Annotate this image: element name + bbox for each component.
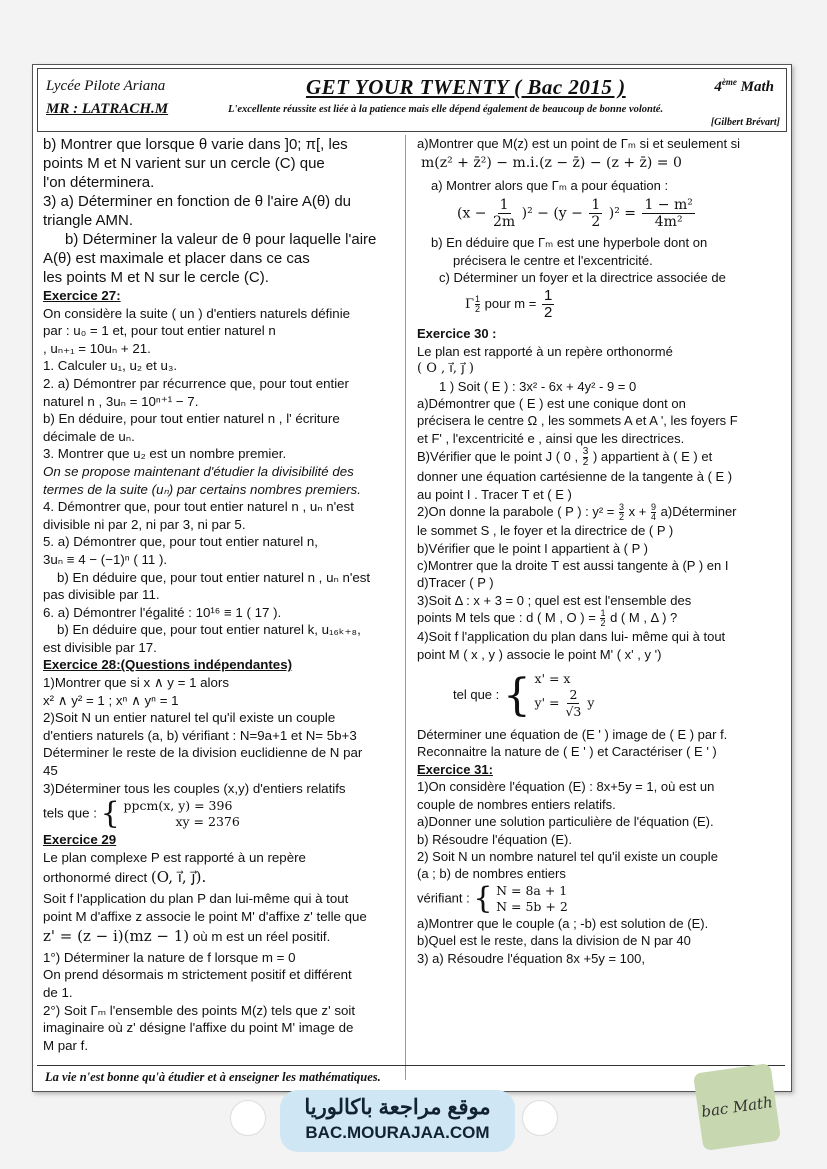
system-row: N = 8a + 1 (496, 882, 568, 898)
exercise-29-line: M par f. (43, 1037, 89, 1053)
site-url[interactable]: BAC.MOURAJAA.COM (305, 1123, 490, 1142)
exercise-27-line: On se propose maintenant d'étudier la divisibilité des (43, 463, 354, 479)
exercise-31-line: (a ; b) de nombres entiers (417, 866, 566, 882)
exercise-30-line: Le plan est rapporté à un repère orthonormé (417, 343, 673, 359)
exercise-27-line: décimale de uₙ. (43, 428, 135, 444)
equation-hyperbola: (x − $\frac{1}{2m}$ )² − (y − $\frac{1}{2}$ )² = $\frac{\text{1 − m²}}{\text{4m²}}$ (457, 197, 693, 231)
exercise-31-line: couple de nombres entiers relatifs. (417, 796, 616, 812)
right-column (417, 135, 787, 967)
exercise-30-line: au point I . Tracer T et ( E ) (417, 486, 572, 502)
exercise-30-title: Exercice 30 : (417, 326, 497, 342)
brace-glyph: { (473, 880, 493, 916)
question-3b-line: A(θ) est maximale et placer dans ce cas (43, 250, 310, 267)
exercise-31-line: a)Montrer que le couple (a ; -b) est solution de (E). (417, 915, 709, 931)
exercise-30-line: Reconnaitre la nature de ( E ' ) et Caractériser ( E ' ) (417, 744, 717, 760)
exercise-27-line: 6. a) Démontrer l'égalité : 10¹⁶ ≡ 1 ( 17 ). (43, 604, 282, 620)
quote-author: [Gilbert Brévart] (710, 117, 780, 128)
exercise-30-system: tel que : { x' = x y' = $\frac{2}{√3}$ y (453, 669, 595, 721)
exercise-29-part-c: c) Déterminer un foyer et la directrice associée de (439, 270, 726, 286)
exercise-30-line: le sommet S , le foyer et la directrice de ( P ) (417, 523, 674, 539)
exercise-30-line: 3)Soit Δ : x + 3 = 0 ; quel est est l'ensemble des (417, 592, 692, 608)
question-b-line: b) Montrer que lorsque θ varie dans ]0; π[, les (43, 136, 348, 153)
exercise-27-line: b) En déduire que, pour tout entier naturel n , uₙ n'est (57, 569, 371, 585)
exercise-30-line: et F' , l'excentricité e , ainsi que les directrices. (417, 430, 685, 446)
system-row: ppcm(x, y) = 396 (123, 798, 233, 814)
exercise-28-line: 2)Soit N un entier naturel tel qu'il existe un couple (43, 710, 336, 726)
exercise-30-line: points M tels que : d ( M , O ) = $\frac{1}{2}$ d ( M , Δ ) ? (417, 608, 678, 629)
exercise-27-line: On considère la suite ( un ) d'entiers naturels définie (43, 305, 351, 321)
exercise-27-line: pas divisible par 11. (43, 587, 160, 603)
question-3b-line: les points M et N sur le cercle (C). (43, 269, 269, 286)
exercise-28-title: Exercice 28:(Questions indépendantes) (43, 657, 293, 673)
footer-motto: La vie n'est bonne qu'à étudier et à enseigner les mathématiques. (45, 1070, 381, 1084)
exercise-28-system: tels que : { ppcm(x, y) = 396 xy = 2376 (43, 796, 240, 832)
exercise-30-line: Déterminer une équation de (E ' ) image de ( E ) par f. (417, 727, 728, 743)
exercise-27-line: 1. Calculer u₁, u₂ et u₃. (43, 358, 178, 374)
system-row: y' = $\frac{2}{√3}$ y (534, 687, 595, 720)
left-column (43, 135, 395, 1054)
equation-gamma: m(z² + z̄²) − m.i.(z − z̄) − (z + z̄) = 0 (421, 155, 682, 172)
question-b-line: l'on déterminera. (43, 174, 155, 191)
header-box (37, 68, 787, 132)
exercise-28-line: 1)Montrer que si x ∧ y = 1 alors (43, 675, 229, 691)
class-level: 4ème Math (714, 77, 774, 95)
teacher-name: MR : LATRACH.M (46, 101, 169, 117)
question-3b-line: b) Déterminer la valeur de θ pour laquelle l'aire (65, 231, 377, 248)
exercise-29-line: orthonormé direct (O, i⃗, j⃗). (43, 868, 207, 887)
exercise-29-part-b: précisera le centre et l'excentricité. (453, 252, 653, 268)
system-row: xy = 2376 (175, 814, 240, 830)
exercise-29-part-a2: a) Montrer alors que Γₘ a pour équation : (431, 177, 669, 193)
exercise-27-title: Exercice 27: (43, 288, 121, 303)
exercise-30-line: b)Vérifier que le point I appartient à ( P ) (417, 540, 648, 556)
exercise-29-line: 1°) Déterminer la nature de f lorsque m = 0 (43, 949, 296, 965)
exercise-31-line: b)Quel est le reste, dans la division de N par 40 (417, 933, 691, 949)
site-logo-icon (230, 1100, 266, 1136)
exercise-27-line: divisible ni par 2, ni par 3, ni par 5. (43, 516, 246, 532)
exercise-30-line: précisera le centre Ω , les sommets A et A ', les foyers F (417, 413, 738, 429)
exercise-31-line: b) Résoudre l'équation (E). (417, 831, 572, 847)
exercise-27-line: b) En déduire que, pour tout entier naturel k, u₁₆ₖ₊₈, (57, 622, 361, 638)
exercise-31-line: 1)On considère l'équation (E) : 8x+5y = 1, où est un (417, 779, 715, 795)
bac-math-badge: bac Math (693, 1063, 781, 1151)
exercise-29-title: Exercice 29 (43, 832, 117, 848)
school-name: Lycée Pilote Ariana (46, 78, 166, 94)
exercise-27-line: 2. a) Démontrer par récurrence que, pour tout entier (43, 375, 349, 391)
exercise-27-line: , uₙ₊₁ = 10uₙ + 21. (43, 340, 151, 356)
exercise-30-line: 2)On donne la parabole ( P ) : y² = $\frac{3}{2}$ x + $\frac{9}{4}$ a)Déterminer (417, 502, 737, 523)
exercise-29-line: 2°) Soit Γₘ l'ensemble des points M(z) tels que z' soit (43, 1002, 356, 1018)
exercise-28-line: Déterminer le reste de la division euclidienne de N par (43, 745, 363, 761)
exercise-28-line: x² ∧ y² = 1 ; xⁿ ∧ yⁿ = 1 (43, 692, 179, 708)
exercise-27-line: b) En déduire, pour tout entier naturel n , l' écriture (43, 411, 340, 427)
exercise-28-line: 3)Déterminer tous les couples (x,y) d'entiers relatifs (43, 780, 346, 796)
exercise-31-line: 2) Soit N un nombre naturel tel qu'il existe un couple (417, 848, 718, 864)
system-row: x' = x (534, 671, 571, 687)
exercise-27-line: 4. Démontrer que, pour tout entier naturel n , uₙ n'est (43, 499, 354, 515)
exercise-29-part-a: a)Montrer que M(z) est un point de Γₘ si et seulement si (417, 136, 741, 151)
worksheet-page (32, 64, 792, 1092)
question-3a-line: triangle AMN. (43, 212, 134, 229)
brace-glyph: { (502, 669, 531, 721)
exercise-30-line: donner une équation cartésienne de la tangente à ( E ) (417, 469, 733, 485)
exercise-29-line: point M d'affixe z associe le point M' d'affixe z' telle que (43, 908, 367, 924)
exercise-29-line: Le plan complexe P est rapporté à un repère (43, 849, 306, 865)
exercise-27-line: est divisible par 17. (43, 639, 157, 655)
exercise-30-line: a)Démontrer que ( E ) est une conique dont on (417, 396, 686, 412)
question-3a-line: 3) a) Déterminer en fonction de θ l'aire A(θ) du (43, 193, 352, 210)
question-b-line: points M et N varient sur un cercle (C) que (43, 155, 325, 172)
exercise-29-part-c: Γ $\frac{1}{2}$ pour m = $\frac{1}{2}$ (465, 287, 553, 322)
exercise-29-line: imaginaire où z' désigne l'affixe du point M' image de (43, 1020, 354, 1036)
column-divider (405, 135, 406, 1080)
exercise-30-line: 4)Soit f l'application du plan dans lui- même qui à tout (417, 629, 726, 645)
system-row: N = 5b + 2 (496, 898, 568, 914)
exercise-31-system: vérifiant : { N = 8a + 1 N = 5b + 2 (417, 880, 568, 916)
exercise-30-line: d)Tracer ( P ) (417, 575, 494, 591)
exercise-29-line: Soit f l'application du plan P dan lui-même qui à tout (43, 891, 349, 906)
header-quote: L'excellente réussite est liée à la patience mais elle dépend également de beaucoup de bonne volonté. (228, 104, 664, 115)
exercise-28-line: d'entiers naturels (a, b) vérifiant : N=9a+1 et N= 5b+3 (43, 727, 357, 743)
exercise-27-line: termes de la suite (uₙ) par certains nombres premiers. (43, 481, 361, 497)
exercise-31-line: 3) a) Résoudre l'équation 8x +5y = 100, (417, 950, 645, 966)
page-title: GET YOUR TWENTY ( Bac 2015 ) (306, 75, 626, 99)
exercise-29-line: On prend désormais m strictement positif et différent (43, 967, 352, 983)
exercise-27-line: 3uₙ ≡ 4 − (−1)ⁿ ( 11 ). (43, 551, 168, 567)
exercise-31-title: Exercice 31: (417, 761, 493, 777)
exercise-29-line: z' = (z − i)(mz − 1) où m est un réel positif. (43, 927, 331, 946)
brace-glyph: { (100, 796, 120, 832)
site-name-arabic: موقع مراجعة باكالوريا (304, 1096, 491, 1119)
site-banner[interactable] (280, 1090, 515, 1152)
exercise-27-line: 3. Montrer que u₂ est un nombre premier. (43, 446, 287, 462)
exercise-30-line: c)Montrer que la droite T est aussi tangente à (P ) en I (417, 557, 729, 573)
exercise-27-line: naturel n , 3uₙ = 10ⁿ⁺¹ − 7. (43, 393, 199, 409)
exercise-30-line: point M ( x , y ) associe le point M' ( x' , y ') (417, 646, 662, 662)
exercise-29-part-b: b) En déduire que Γₘ est une hyperbole dont on (431, 235, 708, 251)
exercise-27-line: par : u₀ = 1 et, pour tout entier naturel n (43, 323, 276, 339)
exercise-27-line: 5. a) Démontrer que, pour tout entier naturel n, (43, 534, 318, 550)
site-logo-icon (522, 1100, 558, 1136)
footer-rule (37, 1065, 785, 1066)
exercise-31-line: a)Donner une solution particulière de l'équation (E). (417, 814, 714, 830)
exercise-30-line: B)Vérifier que le point J ( 0 , $\frac{3}{2}$ ) appartient à ( E ) et (417, 446, 713, 469)
exercise-30-line: 1 ) Soit ( E ) : 3x² - 6x + 4y² - 9 = 0 (439, 378, 637, 394)
exercise-28-line: 45 (43, 763, 58, 779)
exercise-29-line: de 1. (43, 984, 73, 1000)
exercise-30-line: ( O , i⃗, j⃗ ) (417, 361, 474, 377)
